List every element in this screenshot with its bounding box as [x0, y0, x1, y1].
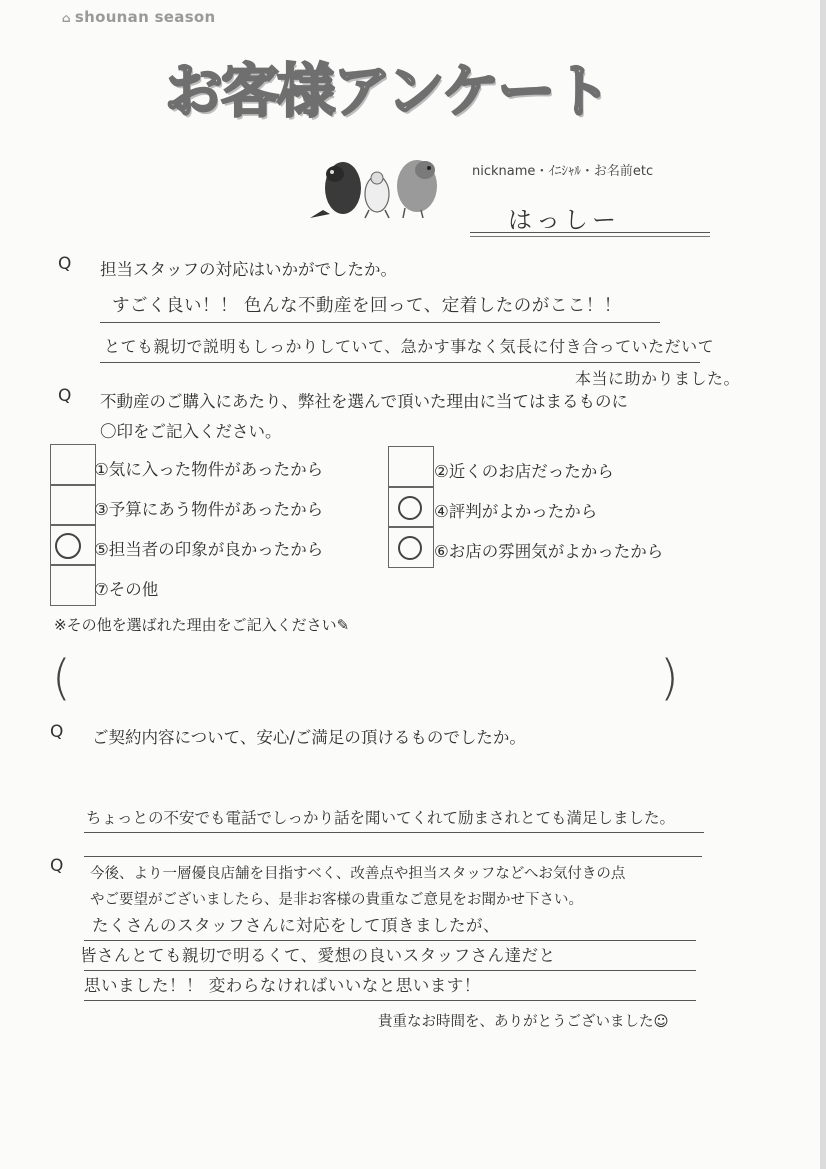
- q1-marker: Q: [58, 254, 72, 274]
- q2-marker: Q: [58, 386, 72, 406]
- q3-answer: ちょっとの不安でも電話でしっかり話を聞いてくれて励まされとても満足しました。: [86, 809, 676, 827]
- birds-illustration-icon: [305, 150, 455, 222]
- page-title: お客様アンケート: [165, 57, 610, 125]
- q4-rule-1: [84, 940, 696, 941]
- q4-question-line-1: 今後、より一層優良店舗を目指すべく、改善点や担当スタッフなどへお気付きの点: [90, 866, 626, 882]
- q4-question-line-2: やご要望がございましたら、是非お客様の貴重なご意見をお聞かせ下さい。: [90, 892, 583, 908]
- q1-question: 担当スタッフの対応はいかがでしたか。: [100, 260, 397, 279]
- option-2-label: ②近くのお店だったから: [434, 462, 614, 481]
- other-reason-note: ※その他を選ばれた理由をご記入ください✎: [54, 616, 350, 634]
- q1-rule-1: [100, 322, 660, 323]
- q4-rule-2: [84, 970, 696, 971]
- option-1-checkbox[interactable]: [50, 444, 96, 486]
- nickname-underline: [470, 232, 710, 233]
- scan-edge: [820, 0, 826, 1169]
- option-5-circle-mark: [55, 533, 81, 559]
- q4-answer-line-2: 皆さんとても親切で明るくて、愛想の良いスタッフさん達だと: [80, 946, 556, 965]
- option-7-label: ⑦その他: [94, 580, 159, 599]
- option-3-checkbox[interactable]: [50, 484, 96, 526]
- option-7-checkbox[interactable]: [50, 564, 96, 606]
- brand-label: ⌂ shounan season: [62, 8, 216, 26]
- nickname-label: nickname・ｲﾆｼｬﾙ・お名前etc: [472, 164, 654, 179]
- home-icon: ⌂: [62, 11, 71, 25]
- q4-answer-line-3: 思いました！！ 変わらなければいいなと思います！: [84, 976, 481, 995]
- q2-question-line-1: 不動産のご購入にあたり、弊社を選んで頂いた理由に当てはまるものに: [100, 392, 628, 411]
- q4-marker: Q: [50, 856, 64, 876]
- q1-answer-line-3: 本当に助かりました。: [575, 369, 741, 388]
- nickname-value: はっしー: [508, 206, 620, 234]
- q1-answer-line-1: すごく良い！！ 色んな不動産を回って、定着したのがここ！！: [112, 296, 622, 316]
- option-5-label: ⑤担当者の印象が良かったから: [94, 540, 324, 559]
- option-3-label: ③予算にあう物件があったから: [94, 500, 324, 519]
- q1-answer-line-2: とても親切で説明もしっかりしていて、急かす事なく気長に付き合っていただいて: [104, 337, 715, 356]
- option-6-circle-mark: [398, 536, 422, 560]
- q3-rule-2: [84, 856, 702, 857]
- q1-rule-2: [100, 362, 700, 363]
- q4-answer-line-1: たくさんのスタッフさんに対応をして頂きましたが、: [92, 916, 500, 935]
- option-4-label: ④評判がよかったから: [434, 502, 598, 521]
- q3-marker: Q: [50, 722, 64, 742]
- other-reason-close-paren: ): [660, 650, 679, 706]
- nickname-underline-2: [470, 236, 710, 237]
- option-2-checkbox[interactable]: [388, 446, 434, 488]
- q3-question: ご契約内容について、安心/ご満足の頂けるものでしたか。: [92, 728, 526, 747]
- q4-rule-3: [84, 1000, 696, 1001]
- thank-you-note: 貴重なお時間を、ありがとうございました☺: [378, 1014, 669, 1030]
- q2-question-line-2: 〇印をご記入ください。: [100, 422, 282, 441]
- other-reason-open-paren: (: [52, 650, 71, 706]
- option-4-circle-mark: [398, 496, 422, 520]
- option-1-label: ①気に入った物件があったから: [94, 460, 324, 479]
- q3-rule: [84, 832, 704, 833]
- option-6-label: ⑥お店の雰囲気がよかったから: [434, 542, 664, 561]
